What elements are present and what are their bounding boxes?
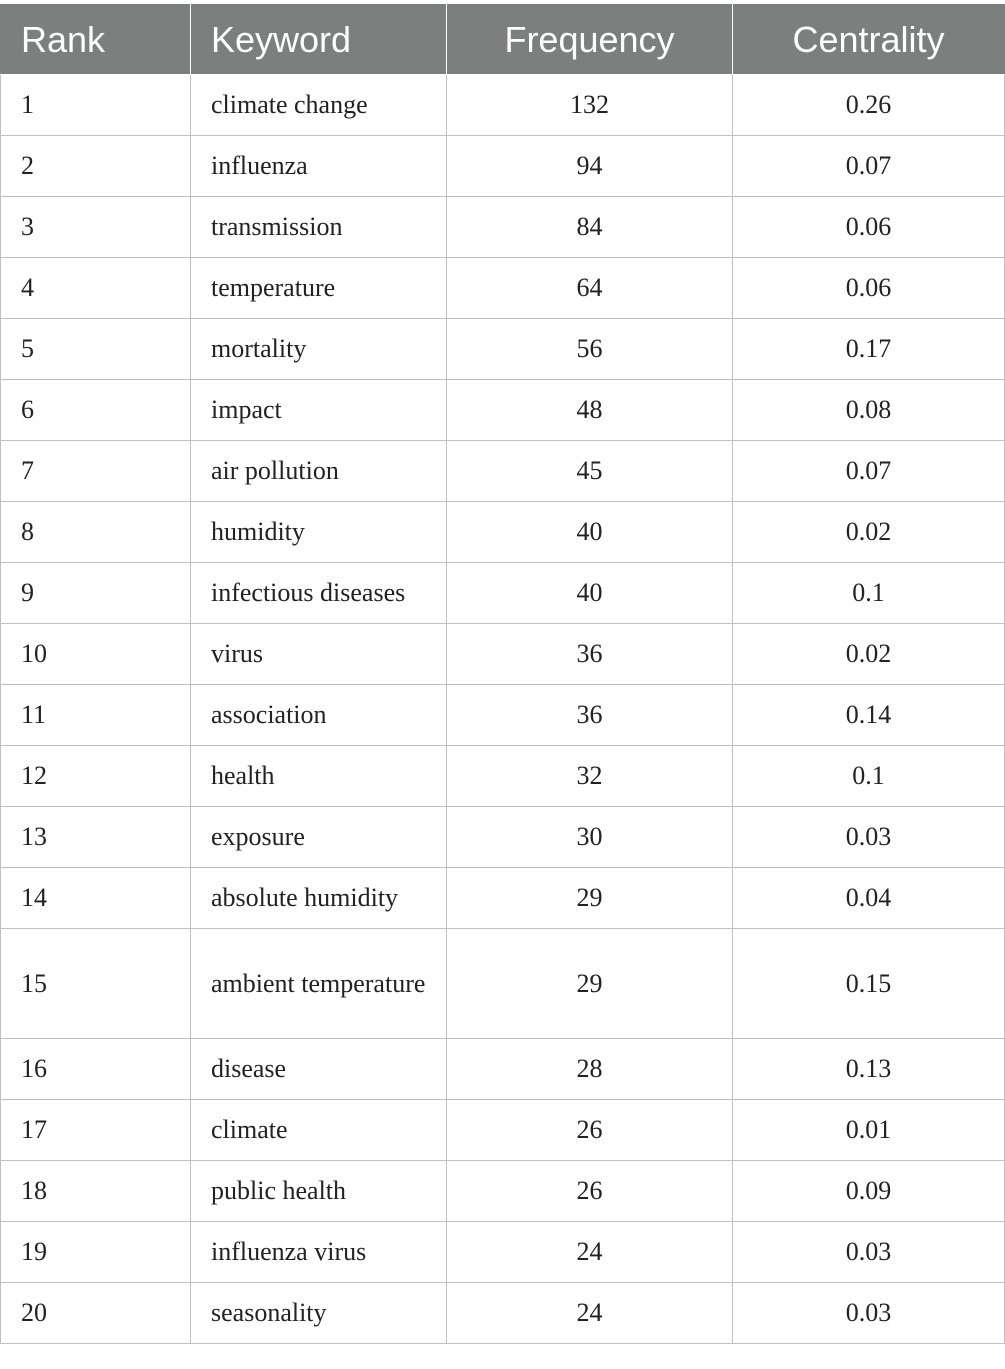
- rank-cell: 8: [1, 502, 191, 563]
- rank-cell: 15: [1, 929, 191, 1039]
- keyword-cell: virus: [191, 624, 447, 685]
- frequency-cell: 40: [447, 563, 733, 624]
- centrality-cell: 0.03: [733, 807, 1005, 868]
- frequency-cell: 26: [447, 1100, 733, 1161]
- rank-cell: 11: [1, 685, 191, 746]
- frequency-cell: 84: [447, 197, 733, 258]
- table-row: [1, 1039, 1005, 1100]
- keyword-cell: association: [191, 685, 447, 746]
- keyword-cell: ambient temperature: [191, 929, 447, 1039]
- centrality-cell: 0.13: [733, 1039, 1005, 1100]
- keyword-cell: impact: [191, 380, 447, 441]
- keyword-cell: climate change: [191, 75, 447, 136]
- rank-cell: 20: [1, 1283, 191, 1344]
- header-frequency: Frequency: [447, 5, 733, 75]
- table-row: [1, 1100, 1005, 1161]
- table-row: [1, 685, 1005, 746]
- frequency-cell: 26: [447, 1161, 733, 1222]
- table-row: [1, 807, 1005, 868]
- table-row: [1, 868, 1005, 929]
- frequency-cell: 30: [447, 807, 733, 868]
- rank-cell: 5: [1, 319, 191, 380]
- keyword-cell: seasonality: [191, 1283, 447, 1344]
- header-centrality: Centrality: [733, 5, 1005, 75]
- frequency-cell: 29: [447, 929, 733, 1039]
- table-row: [1, 1222, 1005, 1283]
- keyword-cell: disease: [191, 1039, 447, 1100]
- rank-cell: 13: [1, 807, 191, 868]
- keyword-cell: infectious diseases: [191, 563, 447, 624]
- keyword-cell: humidity: [191, 502, 447, 563]
- table-row: [1, 258, 1005, 319]
- rank-cell: 19: [1, 1222, 191, 1283]
- table-row: [1, 929, 1005, 1039]
- table-row: [1, 319, 1005, 380]
- keyword-table: [0, 4, 1005, 1344]
- rank-cell: 6: [1, 380, 191, 441]
- centrality-cell: 0.09: [733, 1161, 1005, 1222]
- rank-cell: 16: [1, 1039, 191, 1100]
- keyword-cell: air pollution: [191, 441, 447, 502]
- frequency-cell: 29: [447, 868, 733, 929]
- table-row: [1, 1161, 1005, 1222]
- rank-cell: 10: [1, 624, 191, 685]
- frequency-cell: 45: [447, 441, 733, 502]
- rank-cell: 17: [1, 1100, 191, 1161]
- keyword-cell: climate: [191, 1100, 447, 1161]
- centrality-cell: 0.06: [733, 258, 1005, 319]
- centrality-cell: 0.04: [733, 868, 1005, 929]
- frequency-cell: 36: [447, 685, 733, 746]
- keyword-cell: transmission: [191, 197, 447, 258]
- centrality-cell: 0.03: [733, 1222, 1005, 1283]
- keyword-cell: health: [191, 746, 447, 807]
- frequency-cell: 24: [447, 1283, 733, 1344]
- keyword-cell: influenza: [191, 136, 447, 197]
- rank-cell: 1: [1, 75, 191, 136]
- table-row: [1, 563, 1005, 624]
- table-row: [1, 75, 1005, 136]
- table-row: [1, 1283, 1005, 1344]
- centrality-cell: 0.14: [733, 685, 1005, 746]
- rank-cell: 18: [1, 1161, 191, 1222]
- table-header-row: [1, 5, 1005, 75]
- table-row: [1, 441, 1005, 502]
- rank-cell: 4: [1, 258, 191, 319]
- rank-cell: 14: [1, 868, 191, 929]
- centrality-cell: 0.07: [733, 136, 1005, 197]
- centrality-cell: 0.15: [733, 929, 1005, 1039]
- centrality-cell: 0.01: [733, 1100, 1005, 1161]
- frequency-cell: 36: [447, 624, 733, 685]
- table-row: [1, 380, 1005, 441]
- frequency-cell: 48: [447, 380, 733, 441]
- centrality-cell: 0.03: [733, 1283, 1005, 1344]
- table-row: [1, 624, 1005, 685]
- keyword-cell: temperature: [191, 258, 447, 319]
- rank-cell: 3: [1, 197, 191, 258]
- rank-cell: 7: [1, 441, 191, 502]
- table-row: [1, 197, 1005, 258]
- frequency-cell: 32: [447, 746, 733, 807]
- centrality-cell: 0.1: [733, 563, 1005, 624]
- frequency-cell: 24: [447, 1222, 733, 1283]
- centrality-cell: 0.07: [733, 441, 1005, 502]
- header-keyword: Keyword: [191, 5, 447, 75]
- centrality-cell: 0.02: [733, 502, 1005, 563]
- rank-cell: 12: [1, 746, 191, 807]
- keyword-cell: absolute humidity: [191, 868, 447, 929]
- centrality-cell: 0.1: [733, 746, 1005, 807]
- frequency-cell: 56: [447, 319, 733, 380]
- centrality-cell: 0.08: [733, 380, 1005, 441]
- keyword-cell: influenza virus: [191, 1222, 447, 1283]
- table-body: [1, 75, 1005, 1344]
- frequency-cell: 132: [447, 75, 733, 136]
- keyword-cell: public health: [191, 1161, 447, 1222]
- table-row: [1, 502, 1005, 563]
- rank-cell: 9: [1, 563, 191, 624]
- centrality-cell: 0.26: [733, 75, 1005, 136]
- table-row: [1, 746, 1005, 807]
- frequency-cell: 28: [447, 1039, 733, 1100]
- frequency-cell: 94: [447, 136, 733, 197]
- table-row: [1, 136, 1005, 197]
- keyword-cell: exposure: [191, 807, 447, 868]
- frequency-cell: 40: [447, 502, 733, 563]
- centrality-cell: 0.02: [733, 624, 1005, 685]
- frequency-cell: 64: [447, 258, 733, 319]
- rank-cell: 2: [1, 136, 191, 197]
- header-rank: Rank: [1, 5, 191, 75]
- keyword-cell: mortality: [191, 319, 447, 380]
- centrality-cell: 0.06: [733, 197, 1005, 258]
- centrality-cell: 0.17: [733, 319, 1005, 380]
